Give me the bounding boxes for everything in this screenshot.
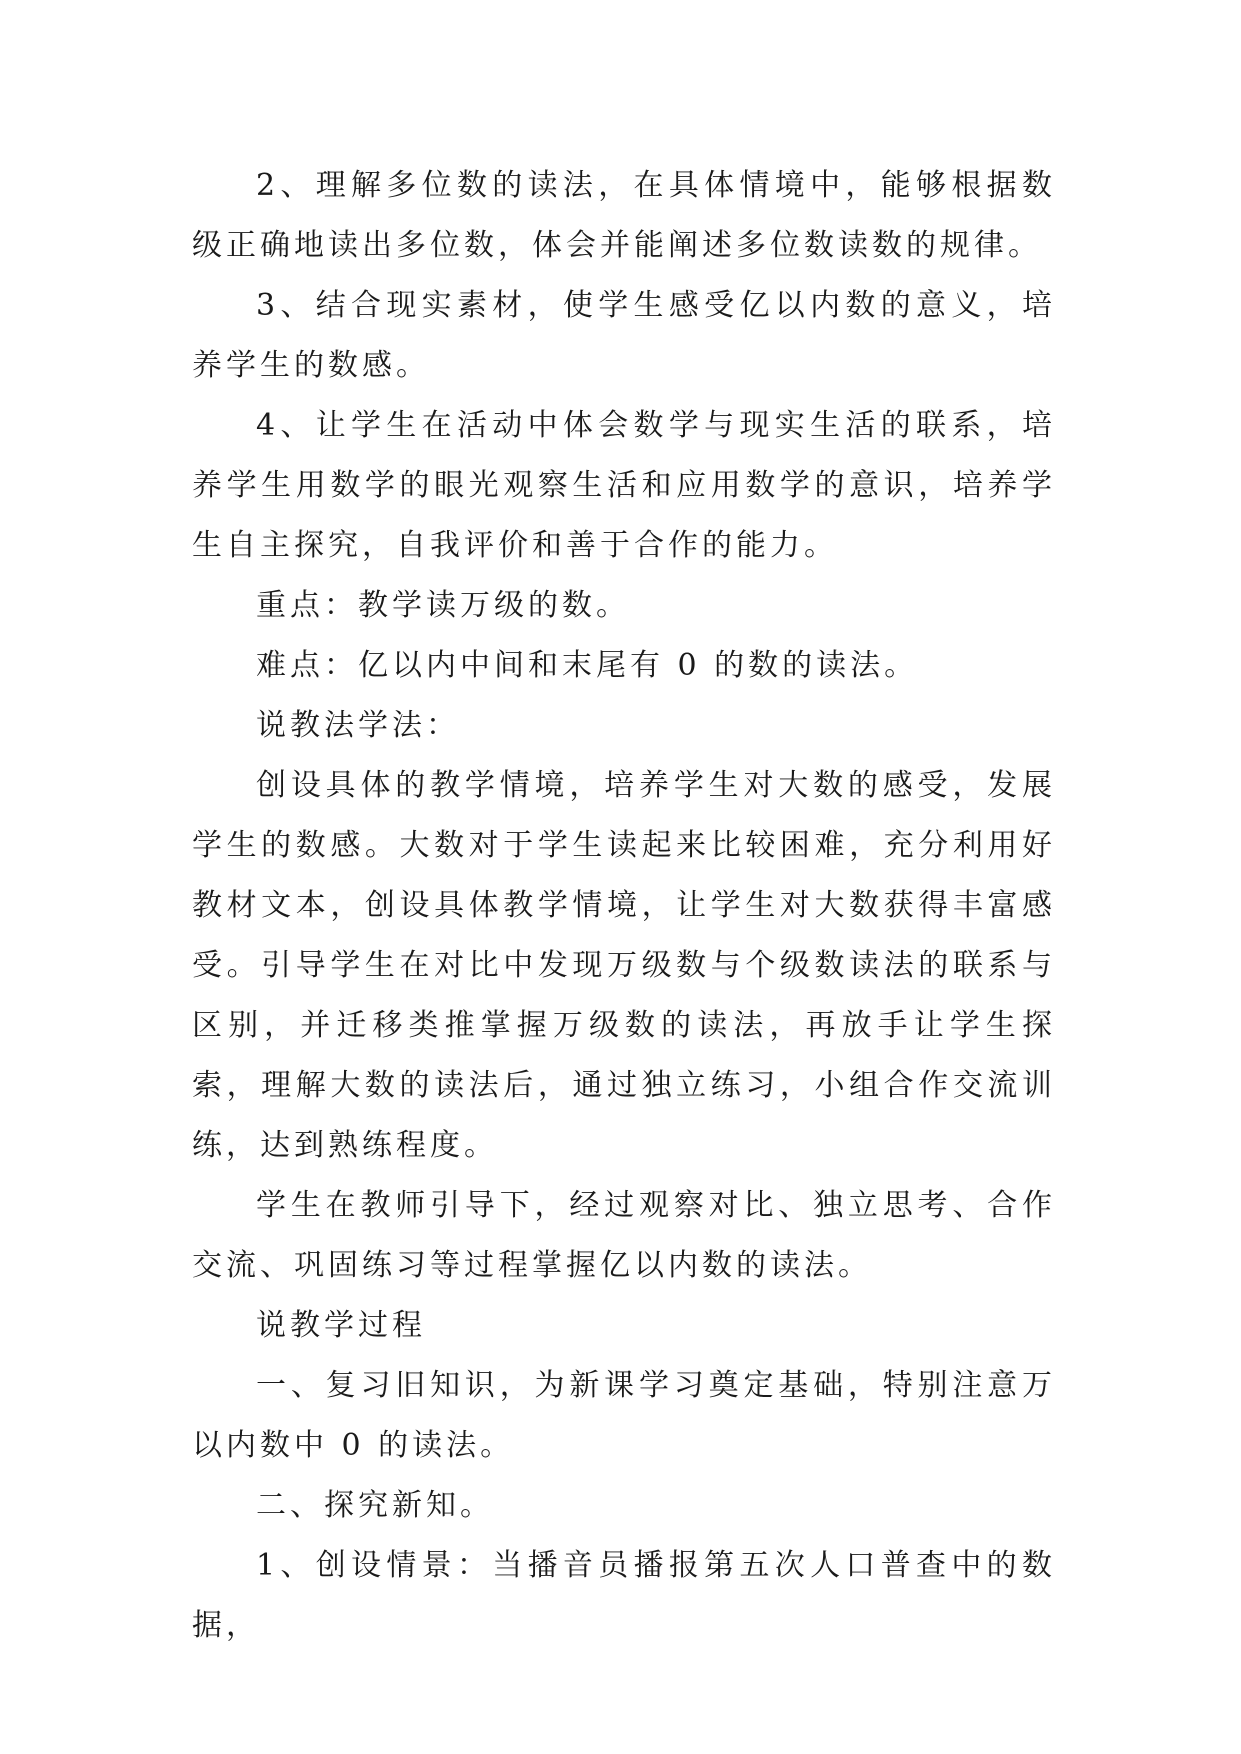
paragraph-objective-3: 3、结合现实素材，使学生感受亿以内数的意义，培养学生的数感。: [192, 288, 1056, 383]
paragraph-step-explore: 二、探究新知。: [256, 1488, 494, 1523]
paragraph-key-point: 重点：教学读万级的数。: [256, 588, 630, 623]
paragraph-learning-methods: 学生在教师引导下，经过观察对比、独立思考、合作交流、巩固练习等过程掌握亿以内数的读法。: [192, 1188, 1056, 1283]
heading-teaching-process: 说教学过程: [256, 1308, 426, 1343]
paragraph-difficulty: 难点：亿以内中间和末尾有 0 的数的读法。: [256, 648, 919, 683]
paragraph-objective-2: 2、理解多位数的读法，在具体情境中，能够根据数级正确地读出多位数，体会并能阐述多位数读数的规律。: [192, 168, 1056, 263]
heading-teaching-methods: 说教法学法：: [256, 708, 460, 743]
paragraph-step-scenario: 1、创设情景：当播音员播报第五次人口普查中的数据，: [192, 1548, 1056, 1643]
paragraph-teaching-methods: 创设具体的教学情境，培养学生对大数的感受，发展学生的数感。大数对于学生读起来比较困难，充分利用好教材文本，创设具体教学情境，让学生对大数获得丰富感受。引导学生在对比中发现万级数与个级数读法的联系与区别，并迁移类推掌握万级数的读法，再放手让学生探索，理解大数的读法后，通过独立练习，小组合作交流训练，达到熟练程度。: [192, 768, 1056, 1163]
paragraph-step-review: 一、复习旧知识，为新课学习奠定基础，特别注意万以内数中 0 的读法。: [192, 1368, 1056, 1463]
paragraph-objective-4: 4、让学生在活动中体会数学与现实生活的联系，培养学生用数学的眼光观察生活和应用数学的意识，培养学生自主探究，自我评价和善于合作的能力。: [192, 408, 1056, 563]
document-body: [192, 156, 1056, 1656]
